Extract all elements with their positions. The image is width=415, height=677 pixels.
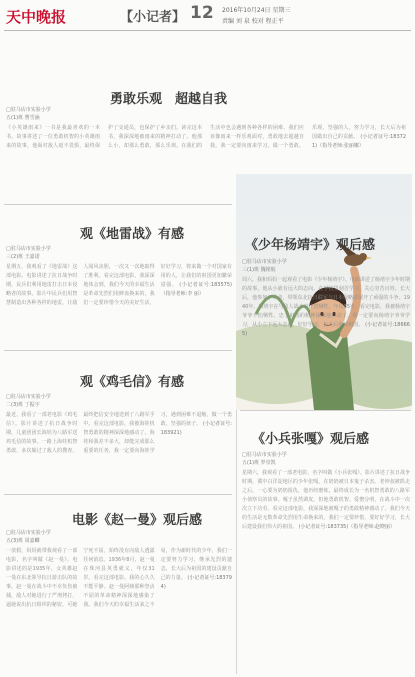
article-2-body [6, 263, 232, 343]
article-1-note: (小记者证号:183721)（指导老师:张丽娜） [312, 134, 406, 149]
article-6-body [242, 469, 410, 673]
article-2-title: 观《地雷战》有感 [80, 227, 185, 242]
article-6-note: (小记者证号:183735)（指导老师:赵晓丽） [298, 524, 395, 530]
article-1-school: □驻马店市实验小学 [6, 107, 51, 113]
article-5-byline: 三(1)班 魏铭航 [242, 267, 276, 273]
article-6-text: 星期六，我观看了一部老电影，名字叫做《小兵张嘎》。影片讲述了抗日战争时期，冀中白洋淀地区的少年张嘎，在奶奶被日本鬼子杀害、老钟叔被抓走之后，一心要为奶奶报仇，他历经磨炼，最终成长为一名机智勇敢的八路军小侦察员的故事。嘎子虽然调皮，但他勇敢机智、爱憎分明，在战斗中一次次立下功劳。看完这部电影，我深深地被嘎子的勇敢精神感动了。我们今天的生活是无数革命先烈用生命换来的，我们一定要珍惜，要好好学习，长大后建设我们伟大的祖国。 [242, 470, 410, 530]
article-3-title: 观《鸡毛信》有感 [80, 375, 185, 390]
article-3-school: □驻马店市实验小学 [6, 394, 51, 400]
article-5-text: 周六，我和妈妈一起观看了电影《少年杨靖宇》。电影讲述了杨靖宇少年时期的故事。他从小就有远大的志向，在学校里刻苦学习，关心穷苦百姓。长大后，他参加了革命，带领东北抗日联军与日本侵略者展开了顽强的斗争。1940年，杨靖宇在与敌人战斗中壮烈牺牲，年仅35岁。看完电影，我被杨靖宇爷爷不怕牺牲、忠于祖国的精神深深地打动了。我一定要向杨靖宇爷爷学习，从小立下远大志向，好好学习，长大后报效祖国。 [242, 277, 410, 328]
article-3-byline: 二(3)班 丁振宇 [6, 402, 40, 408]
article-4-school: □驻马店市实验小学 [6, 530, 51, 536]
article-5-body [242, 276, 410, 394]
divider-3 [4, 494, 232, 495]
article-1-title: 勇敢乐观 超越自我 [110, 92, 228, 107]
article-2-byline: 三(2)班 王嘉诺 [6, 254, 40, 260]
article-3-text: 最近，我看了一部老电影《鸡毛信》。影片讲述了抗日战争时期，儿童团团长海娃为八路军送鸡毛信的故事。一路上海娃机智勇敢，多次躲过了敌人的搜查，最终把信安全地送到了八路军手中。看完这部电影，我被海娃机智勇敢的精神深深地感动了。海娃和我差不多大，却能完成那么重要的任务，我一定要向海娃学习，遇到困难不退缩，做一个勇敢、坚强的孩子。 [6, 412, 232, 454]
article-4-title: 电影《赵一曼》观后感 [72, 513, 203, 528]
article-3-note: (小记者证号:183921) [160, 421, 232, 436]
article-2-note: (小记者证号:183575)（指导老师:李 丽） [160, 282, 232, 297]
article-1-text: 《小英雄雨来》一书是我最喜欢的一本书。故事讲述了一位勇敢机智的小英雄雨来的故事，他面对敌人毫不畏惧，最终保护了交通员，也保护了乡亲们。读完这本书，我深深地被雨来的精神打动了。他那么小，却那么勇敢，那么乐观。在我们的生活中也会遇到各种各样的困难，我们应该像雨来一样乐观面对，勇敢地去超越自我。我一定要向雨来学习，做一个勇敢、乐观、坚强的人，努力学习，长大后为祖国做出自己的贡献。 [6, 125, 406, 149]
bird-head [359, 253, 367, 261]
article-6-school: □驻马店市实验小学 [242, 452, 287, 458]
article-6-byline: 五(1)班 罗崇凯 [242, 460, 276, 466]
issue-date: 2016年10月24日 星期三 [222, 7, 291, 14]
page-header [0, 0, 415, 34]
divider-2 [4, 350, 232, 351]
newspaper-logo: 天中晚报 [6, 8, 67, 26]
article-5-title: 《少年杨靖宇》观后感 [245, 238, 376, 253]
article-4-note: (小记者证号:183794) [160, 575, 232, 590]
article-4-byline: 五(3)班 周嘉麟 [6, 538, 40, 544]
article-5-note: (小记者证号:186665) [242, 322, 410, 337]
divider-1 [4, 204, 232, 205]
article-2-school: □驻马店市实验小学 [6, 246, 51, 252]
article-1-byline: 五(1)班 曹雪涵 [6, 115, 40, 121]
editor-credits: 责编 刘 泉 校对 程正平 [222, 18, 284, 25]
article-5-school: □驻马店市实验小学 [242, 259, 287, 265]
divider-5 [240, 410, 411, 411]
article-2-text: 星期五，我观看了《地雷战》这部电影。电影讲述了抗日战争时期，民兵们利用地雷打击日本侵略者的故事。影片中民兵们用智慧制造出各种各样的地雷，让敌人闻风丧胆，一次又一次地取得了胜利。看完这部电影，我深深地体会到，我们今天的幸福生活是革命先烈们用鲜血换来的，我们一定要珍惜今天的美好生活，好好学习，将来做一个对国家有用的人，让我们的祖国更加繁荣富强。 [6, 264, 232, 306]
header-rule [4, 30, 411, 31]
article-6-title: 《小兵张嘎》观后感 [252, 432, 370, 447]
section-name: 【小记者】 [120, 10, 186, 25]
article-4-body [6, 547, 232, 673]
page-number: 12 [190, 3, 214, 23]
article-3-body [6, 411, 232, 487]
article-4-text: 一放假，妈妈就带我观看了一部电影，名字叫做《赵一曼》。电影讲述的是1935年，女英雄赵一曼在东北领导抗日游击队的故事。赵一曼在战斗中不幸负伤被捕，敌人对她进行了严刑拷打，逼她说出抗日组织的秘密，可她宁死不屈，始终没有向敌人透露任何消息。1936年8月，赵一曼在珠河县英勇就义，年仅31岁。看完这部电影，我的心久久不能平静。赵一曼阿姨那种坚贞不屈的革命精神深深地感染了我。我们今天的幸福生活来之不易，作为新时代的少年，我们一定要努力学习，继承先烈的遗志，长大后为祖国的建设贡献自己的力量。 [6, 548, 232, 608]
